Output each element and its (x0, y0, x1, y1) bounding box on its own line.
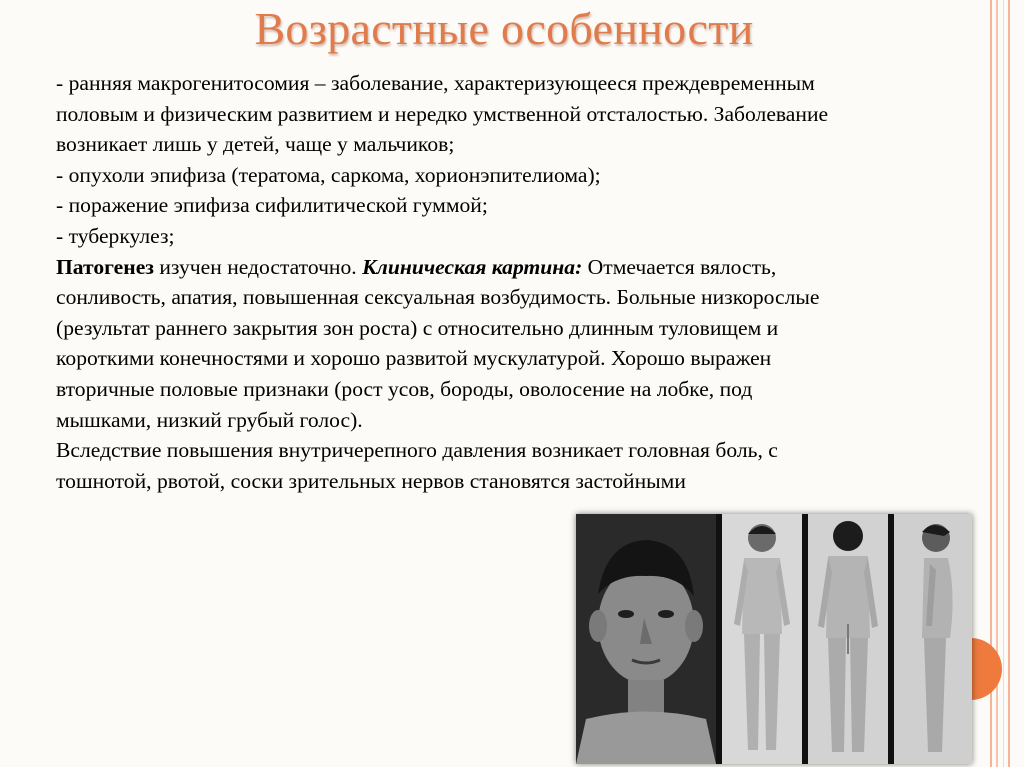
text-line: - туберкулез; (56, 223, 175, 248)
text-line: вторичные половые признаки (рост усов, бороды, оволосение на лобке, под (56, 376, 753, 401)
text-line: (результат раннего закрытия зон роста) с относительно длинным туловищем и (56, 315, 779, 340)
text-line: - опухоли эпифиза (тератома, саркома, хорионэпителиома); (56, 162, 601, 187)
text-line: Вследствие повышения внутричерепного давления возникает головная боль, с (56, 438, 778, 463)
text-fragment: Отмечается вялость, (582, 254, 777, 279)
text-line: сонливость, апатия, повышенная сексуальная возбудимость. Больные низкорослые (56, 285, 820, 310)
text-line: возникает лишь у детей, чаще у мальчиков; (56, 132, 455, 157)
text-line (56, 252, 986, 283)
text-fragment: изучен недостаточно. (153, 254, 363, 279)
slide-body (56, 68, 986, 496)
patient-face-photo (576, 514, 716, 764)
text-line: - поражение эпифиза сифилитической гуммой; (56, 193, 488, 218)
text-line: тошнотой, рвотой, соски зрительных нервов становятся застойными (56, 468, 686, 493)
slide-title: Возрастные особенности (254, 3, 754, 54)
text-line: мышками, низкий грубый голос). (56, 407, 363, 432)
patient-side-photo (894, 514, 972, 764)
clinical-picture-heading: Клиническая картина: (362, 254, 583, 279)
patient-front-photo (722, 514, 802, 764)
text-line: - ранняя макрогенитосомия – заболевание, характеризующееся преждевременным (56, 71, 815, 95)
pathogenesis-heading: Патогенез (56, 254, 154, 279)
patient-back-photo (808, 514, 888, 764)
patient-photo-strip (576, 514, 972, 764)
text-line: короткими конечностями и хорошо развитой мускулатурой. Хорошо выражен (56, 346, 772, 371)
text-line: половым и физическим развитием и нередко умственной отсталостью. Заболевание (56, 101, 829, 126)
